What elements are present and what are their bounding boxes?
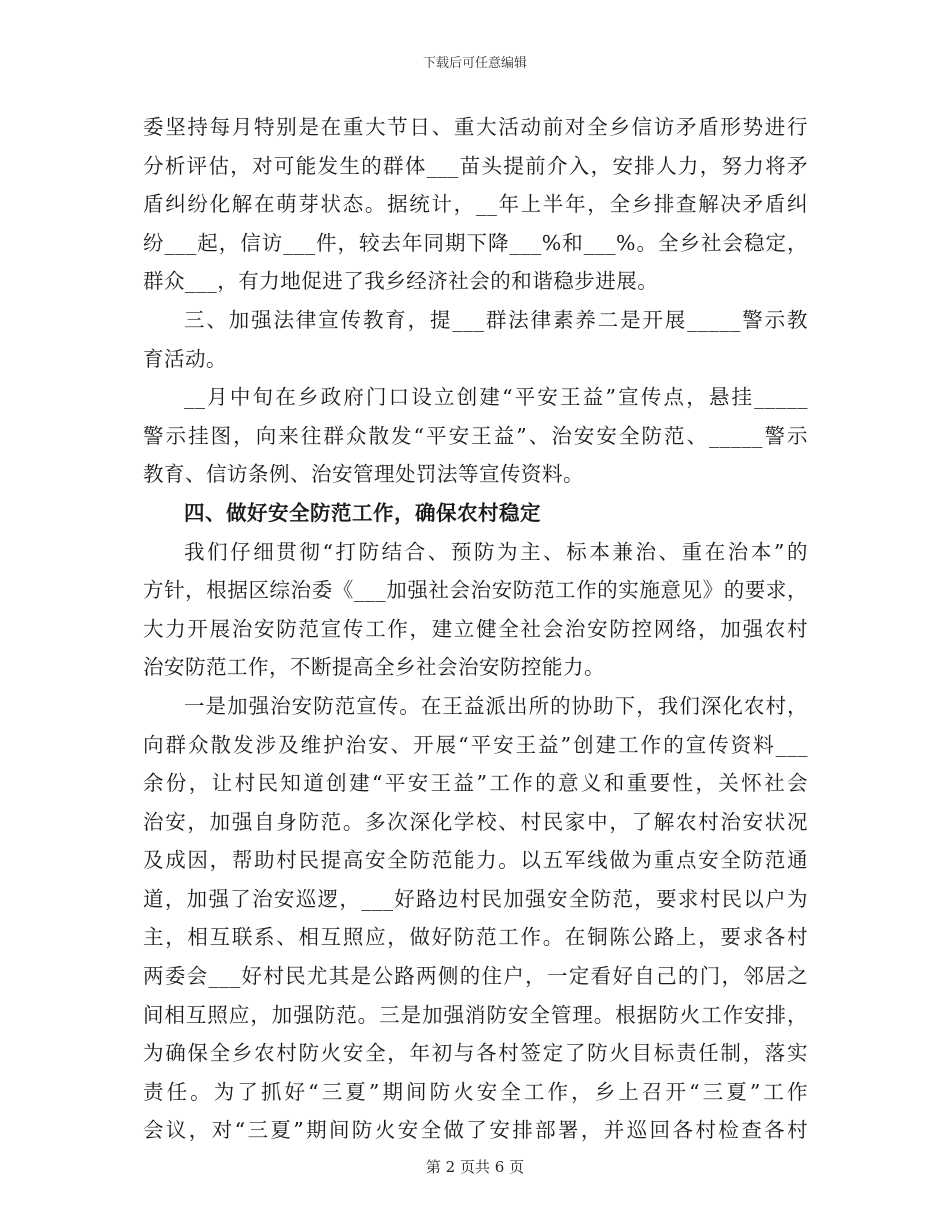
- text-line: 主，相互联系、相互照应，做好防范工作。在铜陈公路上，要求各村: [143, 925, 808, 950]
- page-header-note: 下载后可任意编辑: [422, 56, 527, 71]
- text-line: __月中旬在乡政府门口设立创建“平安王益”宣传点，悬挂_____: [184, 385, 808, 410]
- text-line: 我们仔细贯彻“打防结合、预防为主、标本兼治、重在治本”的: [184, 539, 808, 564]
- text-line: 间相互照应，加强防范。三是加强消防安全管理。根据防火工作安排，: [143, 1002, 808, 1027]
- text-line: 治安，加强自身防范。多次深化学校、村民家中，了解农村治安状况: [143, 809, 808, 834]
- text-line: 向群众散发涉及维护治安、开展“平安王益”创建工作的宣传资料___: [143, 732, 808, 757]
- text-line: 两委会___好村民尤其是公路两侧的住户，一定看好自己的门，邻居之: [143, 964, 808, 989]
- text-line: 群众___，有力地促进了我乡经济社会的和谐稳步进展。: [143, 269, 659, 294]
- text-line: 会议，对“三夏”期间防火安全做了安排部署，并巡回各村检查各村: [143, 1118, 808, 1143]
- text-line: 大力开展治安防范宣传工作，建立健全社会治安防控网络，加强农村: [143, 616, 808, 641]
- text-line: 及成因，帮助村民提高安全防范能力。以五军线做为重点安全防范通: [143, 848, 808, 873]
- text-line: 警示挂图，向来往群众散发“平安王益”、治安安全防范、_____警示: [143, 423, 808, 448]
- text-line: 教育、信访条例、治安管理处罚法等宣传资料。: [143, 462, 584, 487]
- section-heading: 四、做好安全防范工作，确保农村稳定: [184, 500, 541, 525]
- text-line: 纷___起，信访___件，较去年同期下降___%和___%。全乡社会稳定，: [143, 230, 808, 255]
- text-line: 育活动。: [143, 346, 227, 371]
- text-line: 委坚持每月特别是在重大节日、重大活动前对全乡信访矛盾形势进行: [143, 115, 808, 139]
- document-body: [143, 108, 808, 1150]
- text-line: 方针，根据区综治委《___加强社会治安防范工作的实施意见》的要求，: [143, 578, 808, 603]
- text-line: 余份，让村民知道创建“平安王益”工作的意义和重要性，关怀社会: [143, 771, 808, 796]
- text-line: 道，加强了治安巡逻，___好路边村民加强安全防范，要求村民以户为: [143, 886, 808, 911]
- text-line: 责任。为了抓好“三夏”期间防火安全工作，乡上召开“三夏”工作: [143, 1079, 808, 1104]
- text-line: 治安防范工作，不断提高全乡社会治安防控能力。: [143, 655, 605, 680]
- text-line: 为确保全乡农村防火安全，年初与各村签定了防火目标责任制，落实: [143, 1041, 808, 1066]
- page-number: 第 2 页共 6 页: [425, 1158, 525, 1176]
- text-line: 三、加强法律宣传教育，提___群法律素养二是开展_____警示教: [184, 307, 808, 332]
- text-line: 盾纠纷化解在萌芽状态。据统计，__年上半年，全乡排查解决矛盾纠: [143, 192, 808, 217]
- text-line: 分析评估，对可能发生的群体___苗头提前介入，安排人力，努力将矛: [143, 153, 808, 178]
- text-line: 一是加强治安防范宣传。在王益派出所的协助下，我们深化农村，: [184, 693, 808, 718]
